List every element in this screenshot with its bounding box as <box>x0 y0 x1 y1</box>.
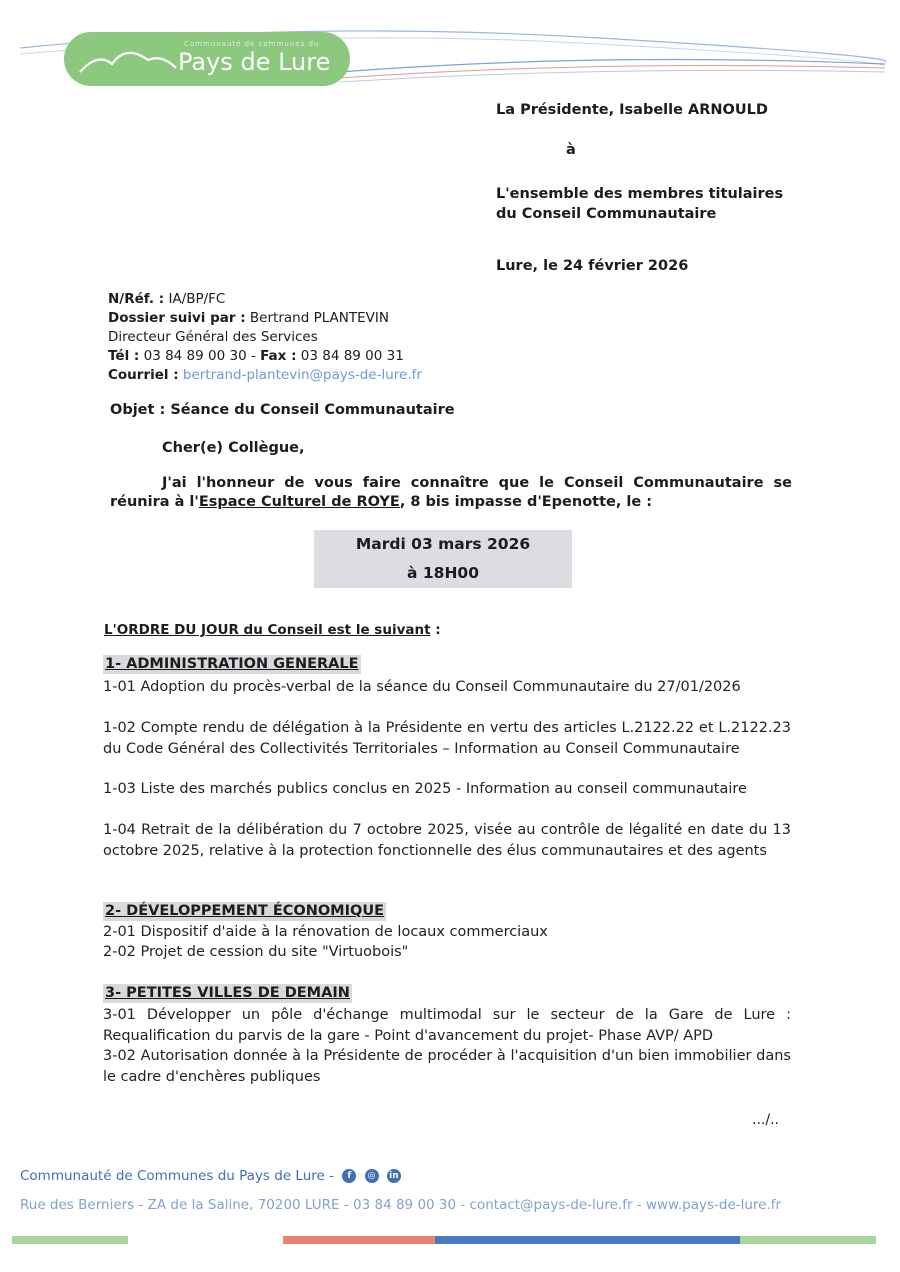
section-title: 3- PETITES VILLES DE DEMAIN <box>105 985 350 1001</box>
reference-block: N/Réf. : IA/BP/FC Dossier suivi par : Bertrand PLANTEVIN Directeur Général des Services Tél : 03 84 89 00 30 - Fax : 03 84 89 00 31 Courriel : bertrand-plantevin@pays-de-lure.fr <box>108 291 422 383</box>
footer-bar-red <box>283 1236 435 1244</box>
agenda-item: 1-02 Compte rendu de délégation à la Présidente en vertu des articles L.2122.22 et L.2122.23 du Code Général des Collectivités Territoriales – Information au Conseil Communautaire <box>103 720 791 757</box>
agenda-item: 1-04 Retrait de la délibération du 7 octobre 2025, visée au contrôle de légalité en date du 13 octobre 2025, relative à la protection fonctionnelle des élus communautaires et des agents <box>103 822 791 859</box>
meeting-date-box <box>314 530 572 588</box>
logo-subtitle: Communauté de communes du <box>184 40 320 48</box>
venue-name: Espace Culturel de ROYE <box>198 494 400 510</box>
agenda-item: 1-03 Liste des marchés publics conclus en 2025 - Information au conseil communautaire <box>103 781 747 797</box>
intro-paragraph: J'ai l'honneur de vous faire connaître que le Conseil Communautaire se réunira à l'Espace Culturel de ROYE, 8 bis impasse d'Epenotte, le : <box>110 475 792 510</box>
footer-bar-blue <box>435 1236 740 1244</box>
letter-object: Objet : Séance du Conseil Communautaire <box>110 402 455 418</box>
agenda-title: L'ORDRE DU JOUR du Conseil est le suivant : <box>104 622 441 638</box>
meeting-time: à 18H00 <box>407 564 479 582</box>
agenda-item: 1-01 Adoption du procès-verbal de la séance du Conseil Communautaire du 27/01/2026 <box>103 679 741 695</box>
salutation: Cher(e) Collègue, <box>162 440 305 456</box>
logo-name: Pays de Lure <box>178 48 331 76</box>
agenda-item: 3-01 Développer un pôle d'échange multimodal sur le secteur de la Gare de Lure : Requalification du parvis de la gare - Point d'avancement du projet- Phase AVP/ APD <box>103 1007 791 1044</box>
footer-address: Rue des Berniers - ZA de la Saline, 70200 LURE - 03 84 89 00 30 - contact@pays-de-lure.fr - www.pays-de-lure.fr <box>20 1197 782 1213</box>
footer-bar-green-right <box>740 1236 876 1244</box>
mountain-logo-icon <box>78 42 178 78</box>
to-line: à <box>566 142 576 158</box>
footer-organization: Communauté de Communes du Pays de Lure - f ◎ in <box>20 1168 401 1184</box>
agenda-item: 2-01 Dispositif d'aide à la rénovation de locaux commerciaux <box>103 924 548 940</box>
recipient-line-2: du Conseil Communautaire <box>496 206 717 222</box>
facebook-icon[interactable]: f <box>342 1169 356 1183</box>
organization-logo <box>64 32 350 86</box>
recipient-line-1: L'ensemble des membres titulaires <box>496 186 784 202</box>
section-title: 2- DÉVELOPPEMENT ÉCONOMIQUE <box>105 903 385 919</box>
footer-bar-green-left <box>12 1236 128 1244</box>
agenda-item: 3-02 Autorisation donnée à la Présidente de procéder à l'acquisition d'un bien immobilier dans le cadre d'enchères publiques <box>103 1048 791 1085</box>
linkedin-icon[interactable]: in <box>387 1169 401 1183</box>
letter-date: Lure, le 24 février 2026 <box>496 258 689 274</box>
email-link[interactable]: bertrand-plantevin@pays-de-lure.fr <box>182 367 422 383</box>
meeting-date: Mardi 03 mars 2026 <box>355 535 531 553</box>
sender-line: La Présidente, Isabelle ARNOULD <box>496 102 768 118</box>
agenda-item: 2-02 Projet de cession du site "Virtuobois" <box>103 944 409 960</box>
section-title: 1- ADMINISTRATION GENERALE <box>105 656 359 672</box>
continuation-mark: .../.. <box>752 1112 779 1128</box>
instagram-icon[interactable]: ◎ <box>365 1169 379 1183</box>
